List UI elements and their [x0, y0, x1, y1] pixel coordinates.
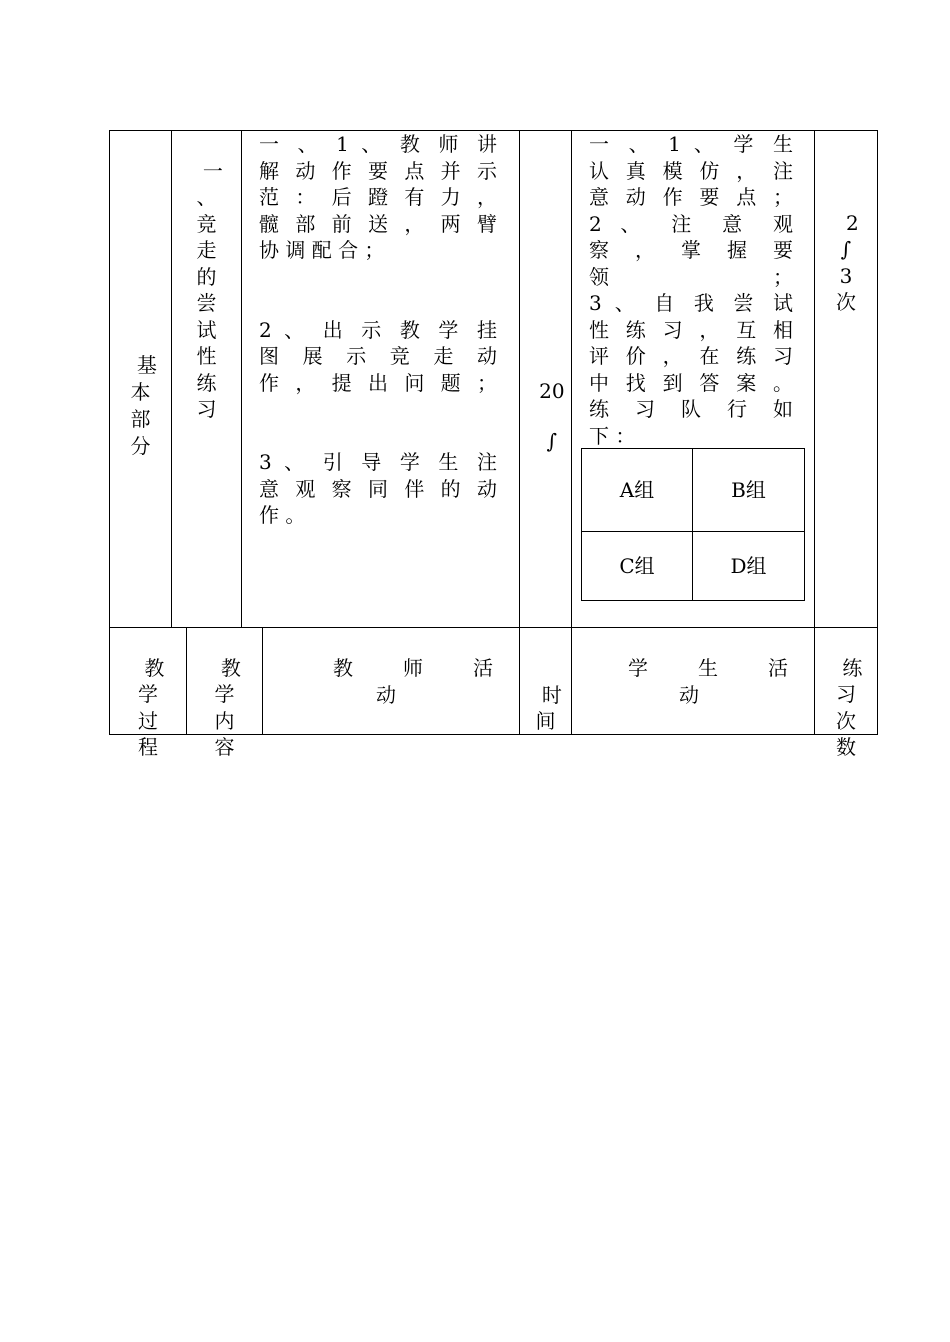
header-teacher-line-1: 教 师 活 [333, 656, 493, 680]
teacher-text-line: 作 ， 提 出 问 题 ； [259, 370, 497, 395]
teacher-text-line: 协 调 配 合 ； [259, 238, 385, 262]
student-text-line: 3 、 自 我 尝 试 [589, 291, 793, 315]
group-grid-hline [581, 531, 805, 532]
teacher-text-line: 3 、 引 导 学 生 注 [259, 450, 497, 474]
student-text-line: 下 ： [589, 423, 636, 448]
group-c-label: C组 [619, 554, 655, 578]
header-time-text: 时 间 [535, 682, 562, 733]
header-teacher-cell [263, 655, 519, 708]
teacher-text-line: 图 展 示 竞 走 动 [259, 344, 497, 368]
student-text-line: 中 找 到 答 案 。 [589, 370, 793, 395]
stage-text: 基 本 部 分 [130, 353, 157, 458]
header-content-cell [187, 628, 262, 761]
stage-cell [110, 325, 171, 460]
header-count-cell [815, 628, 877, 761]
teacher-text-line: 范 ： 后 蹬 有 力 ， [259, 185, 497, 209]
header-count-text: 练 习 次 数 [836, 655, 863, 759]
header-student-line-2: 动 [679, 682, 699, 707]
teacher-text-line: 2 、 出 示 教 学 挂 [259, 317, 497, 342]
student-text-line: 意 动 作 要 点 ； [589, 185, 793, 209]
header-student-cell [572, 655, 814, 708]
content-cell [172, 131, 241, 423]
count-text: 2 ∫ 3 次 [836, 210, 859, 314]
student-text-line: 性 练 习 ， 互 相 [589, 317, 793, 342]
teacher-text-line: 意 观 察 同 伴 的 动 [259, 476, 497, 501]
header-content-text: 教 学 内 容 [214, 655, 241, 759]
teacher-text-line: 髋 部 前 送 ， 两 臂 [259, 211, 497, 236]
integral-sign: ∫ [546, 429, 558, 453]
teacher-paragraph-1 [259, 131, 497, 264]
col-divider [571, 130, 572, 735]
header-stage-cell [110, 628, 186, 761]
student-text-line: 察 ， 掌 握 要 [589, 238, 793, 262]
header-stage-text: 教 学 过 程 [138, 655, 165, 759]
student-activity-cell [589, 131, 793, 449]
header-teacher-line-2: 动 [376, 682, 396, 707]
student-text-line: 认 真 模 仿 ， 注 [589, 158, 793, 183]
group-a-label: A组 [619, 478, 655, 502]
teacher-activity-cell [259, 131, 497, 529]
teacher-text-line: 作 。 [259, 503, 306, 527]
student-text-line: 一 、 1 、 学 生 [589, 132, 793, 156]
header-time-cell [520, 655, 571, 735]
table-right-border [877, 130, 878, 735]
teacher-text-line: 一 、 1 、 教 师 讲 [259, 132, 497, 156]
student-text-line: 评 价 ， 在 练 习 [589, 344, 793, 368]
student-text-line: 练 习 队 行 如 [589, 397, 793, 421]
student-text-line: 领 ； [589, 264, 793, 289]
content-text: 一 、 竞 走 的 尝 试 性 练 习 [196, 158, 223, 421]
student-text-line: 2 、 注 意 观 [589, 211, 793, 236]
group-b-label: B组 [731, 478, 766, 502]
count-cell [815, 183, 877, 316]
group-d-label: D组 [730, 554, 767, 578]
teacher-paragraph-2 [259, 317, 497, 397]
header-student-line-1: 学 生 活 [628, 656, 788, 680]
col-divider [241, 130, 242, 628]
teacher-text-line: 解 动 作 要 点 并 示 [259, 158, 497, 183]
time-value: 20 [539, 379, 565, 403]
teacher-paragraph-3 [259, 449, 497, 529]
time-cell [520, 354, 571, 454]
